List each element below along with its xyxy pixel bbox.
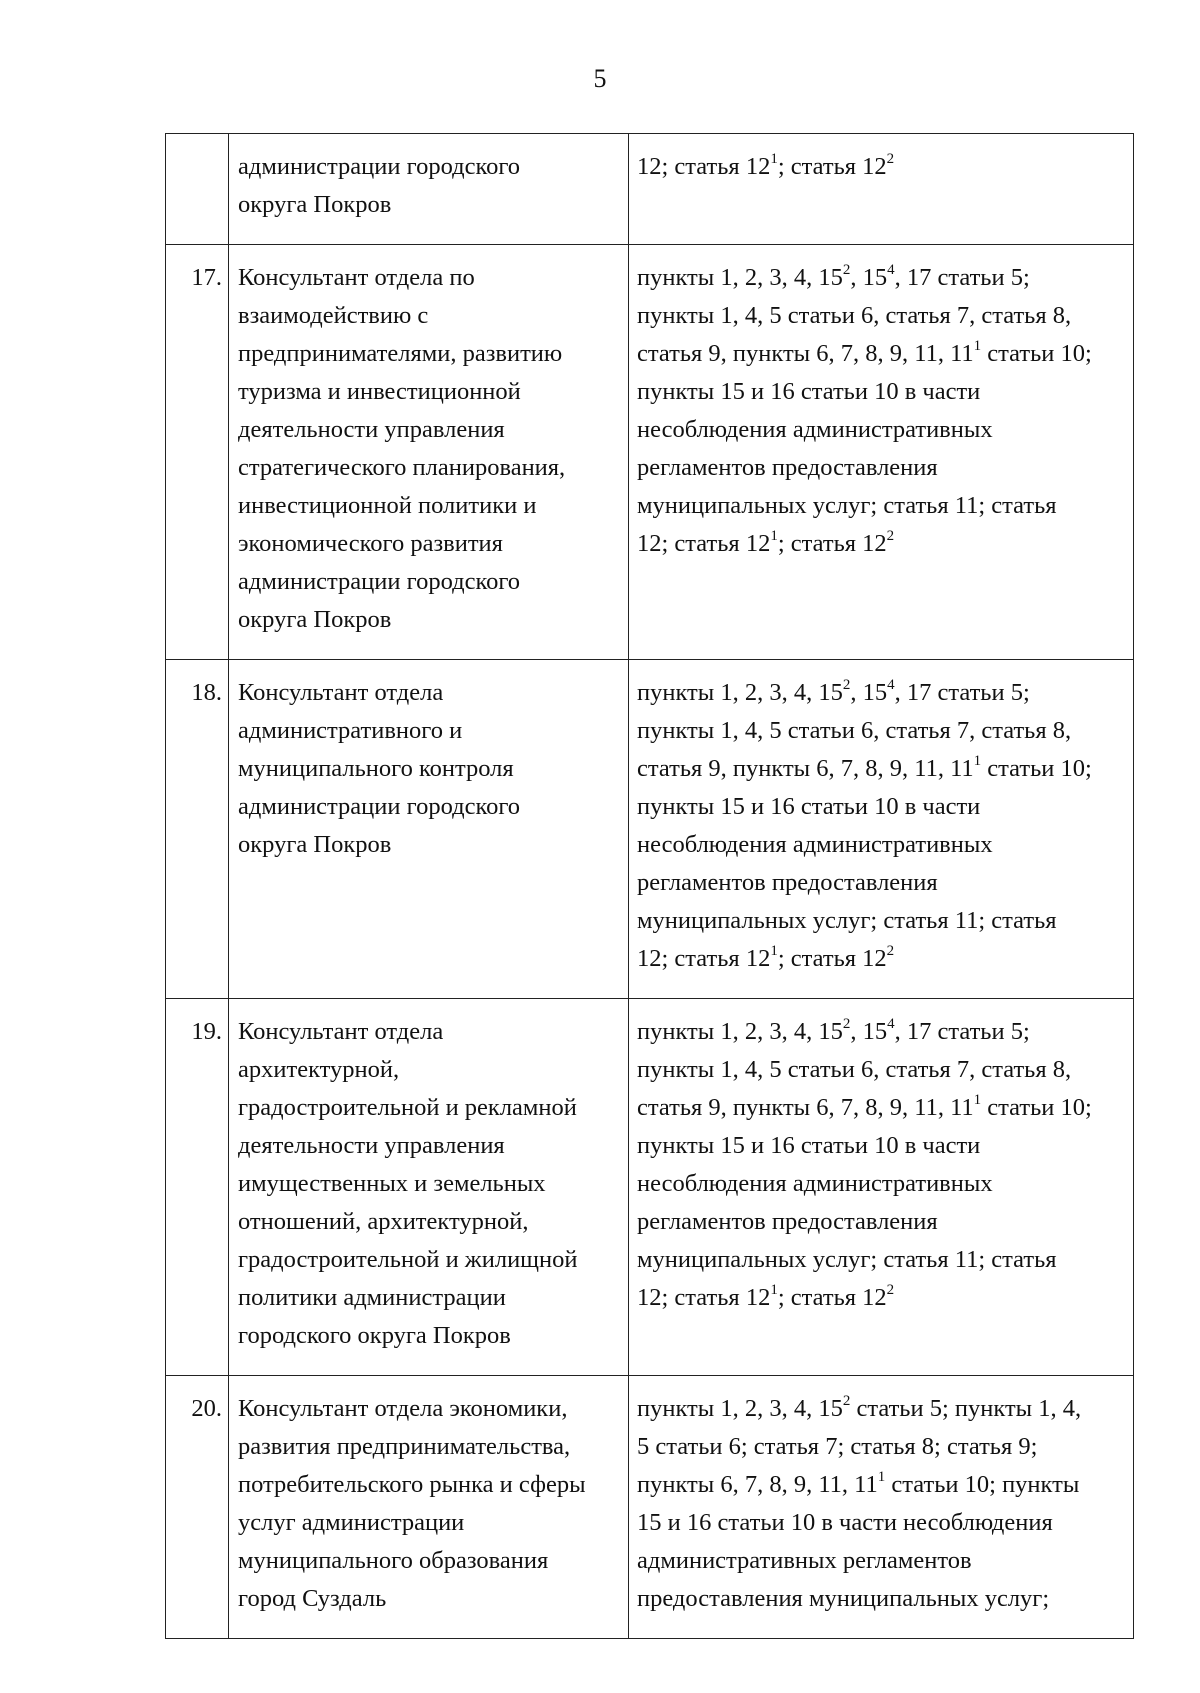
position-line: муниципального образования [238, 1547, 549, 1574]
position-line: имущественных и земельных [238, 1170, 546, 1197]
position-line: деятельности управления [238, 1132, 505, 1159]
articles-cell [629, 1376, 1134, 1639]
articles-cell [629, 134, 1134, 245]
position-line: Консультант отдела по [238, 264, 475, 291]
row-number: 17. [166, 245, 229, 660]
position-line: округа Покров [238, 191, 392, 218]
position-cell [229, 660, 629, 999]
articles-line: несоблюдения административных [637, 1170, 993, 1197]
table-row [166, 134, 1134, 245]
articles-line: статья 9, пункты 6, 7, 8, 9, 11, $11^1$ статьи 10; [637, 337, 1092, 367]
table-row [166, 660, 1134, 999]
row-number: 19. [166, 999, 229, 1376]
position-line: округа Покров [238, 831, 392, 858]
articles-line: регламентов предоставления [637, 1208, 938, 1235]
position-line: градостроительной и жилищной [238, 1246, 578, 1273]
articles-line: административных регламентов [637, 1547, 972, 1574]
articles-line: пункты 1, 4, 5 статьи 6, статья 7, статья 8, [637, 717, 1072, 744]
table-row [166, 245, 1134, 660]
position-line: взаимодействию с [238, 302, 429, 329]
position-line: отношений, архитектурной, [238, 1208, 529, 1235]
position-line: округа Покров [238, 606, 392, 633]
position-line: город Суздаль [238, 1585, 387, 1612]
articles-line: регламентов предоставления [637, 454, 938, 481]
articles-line: 12; статья $12^1$; статья $12^2$ [637, 1281, 895, 1311]
articles-line: 12; статья $12^1$; статья $12^2$ [637, 150, 895, 180]
articles-line: 12; статья $12^1$; статья $12^2$ [637, 942, 895, 972]
articles-line: пункты 6, 7, 8, 9, 11, $11^1$ статьи 10; пункты [637, 1468, 1080, 1498]
position-line: Консультант отдела экономики, [238, 1395, 568, 1422]
position-line: административного и [238, 717, 463, 744]
positions-table [165, 133, 1134, 1639]
articles-line: муниципальных услуг; статья 11; статья [637, 1246, 1057, 1273]
position-line: развития предпринимательства, [238, 1433, 571, 1460]
position-cell [229, 999, 629, 1376]
articles-line: пункты 1, 2, 3, 4, $15^2$, $15^4$, 17 статьи 5; [637, 261, 1030, 291]
row-number: 18. [166, 660, 229, 999]
articles-line: пункты 15 и 16 статьи 10 в части [637, 793, 981, 820]
position-cell [229, 245, 629, 660]
articles-line: муниципальных услуг; статья 11; статья [637, 907, 1057, 934]
row-number [166, 134, 229, 245]
position-line: инвестиционной политики и [238, 492, 537, 519]
articles-line: муниципальных услуг; статья 11; статья [637, 492, 1057, 519]
position-cell [229, 134, 629, 245]
position-cell [229, 1376, 629, 1639]
position-line: туризма и инвестиционной [238, 378, 521, 405]
position-line: администрации городского [238, 568, 521, 595]
row-number: 20. [166, 1376, 229, 1639]
position-line: Консультант отдела [238, 679, 444, 706]
articles-line: пункты 15 и 16 статьи 10 в части [637, 378, 981, 405]
articles-line: предоставления муниципальных услуг; [637, 1585, 1050, 1612]
articles-line: пункты 1, 2, 3, 4, $15^2$, $15^4$, 17 статьи 5; [637, 1015, 1030, 1045]
position-line: городского округа Покров [238, 1322, 511, 1349]
articles-line: регламентов предоставления [637, 869, 938, 896]
articles-cell [629, 999, 1134, 1376]
table-row [166, 999, 1134, 1376]
articles-cell [629, 660, 1134, 999]
articles-line: 12; статья $12^1$; статья $12^2$ [637, 527, 895, 557]
position-line: администрации городского [238, 153, 521, 180]
position-line: политики администрации [238, 1284, 506, 1311]
articles-line: статья 9, пункты 6, 7, 8, 9, 11, $11^1$ статьи 10; [637, 1091, 1092, 1121]
position-line: Консультант отдела [238, 1018, 444, 1045]
position-line: стратегического планирования, [238, 454, 566, 481]
position-line: деятельности управления [238, 416, 505, 443]
position-line: архитектурной, [238, 1056, 400, 1083]
articles-line: пункты 1, 2, 3, 4, $15^2$ статьи 5; пункты 1, 4, [637, 1392, 1082, 1422]
articles-line: несоблюдения административных [637, 416, 993, 443]
position-line: услуг администрации [238, 1509, 465, 1536]
position-line: предпринимателями, развитию [238, 340, 563, 367]
articles-line: 15 и 16 статьи 10 в части несоблюдения [637, 1509, 1053, 1536]
articles-line: 5 статьи 6; статья 7; статья 8; статья 9; [637, 1433, 1038, 1460]
position-line: администрации городского [238, 793, 521, 820]
articles-line: пункты 1, 2, 3, 4, $15^2$, $15^4$, 17 статьи 5; [637, 676, 1030, 706]
articles-line: несоблюдения административных [637, 831, 993, 858]
position-line: муниципального контроля [238, 755, 514, 782]
position-line: градостроительной и рекламной [238, 1094, 577, 1121]
articles-line: статья 9, пункты 6, 7, 8, 9, 11, $11^1$ статьи 10; [637, 752, 1092, 782]
articles-line: пункты 1, 4, 5 статьи 6, статья 7, статья 8, [637, 302, 1072, 329]
page-number: 5 [593, 64, 607, 93]
position-line: потребительского рынка и сферы [238, 1471, 586, 1498]
articles-line: пункты 15 и 16 статьи 10 в части [637, 1132, 981, 1159]
table-body [166, 134, 1134, 1639]
position-line: экономического развития [238, 530, 503, 557]
articles-cell [629, 245, 1134, 660]
articles-line: пункты 1, 4, 5 статьи 6, статья 7, статья 8, [637, 1056, 1072, 1083]
table-row [166, 1376, 1134, 1639]
